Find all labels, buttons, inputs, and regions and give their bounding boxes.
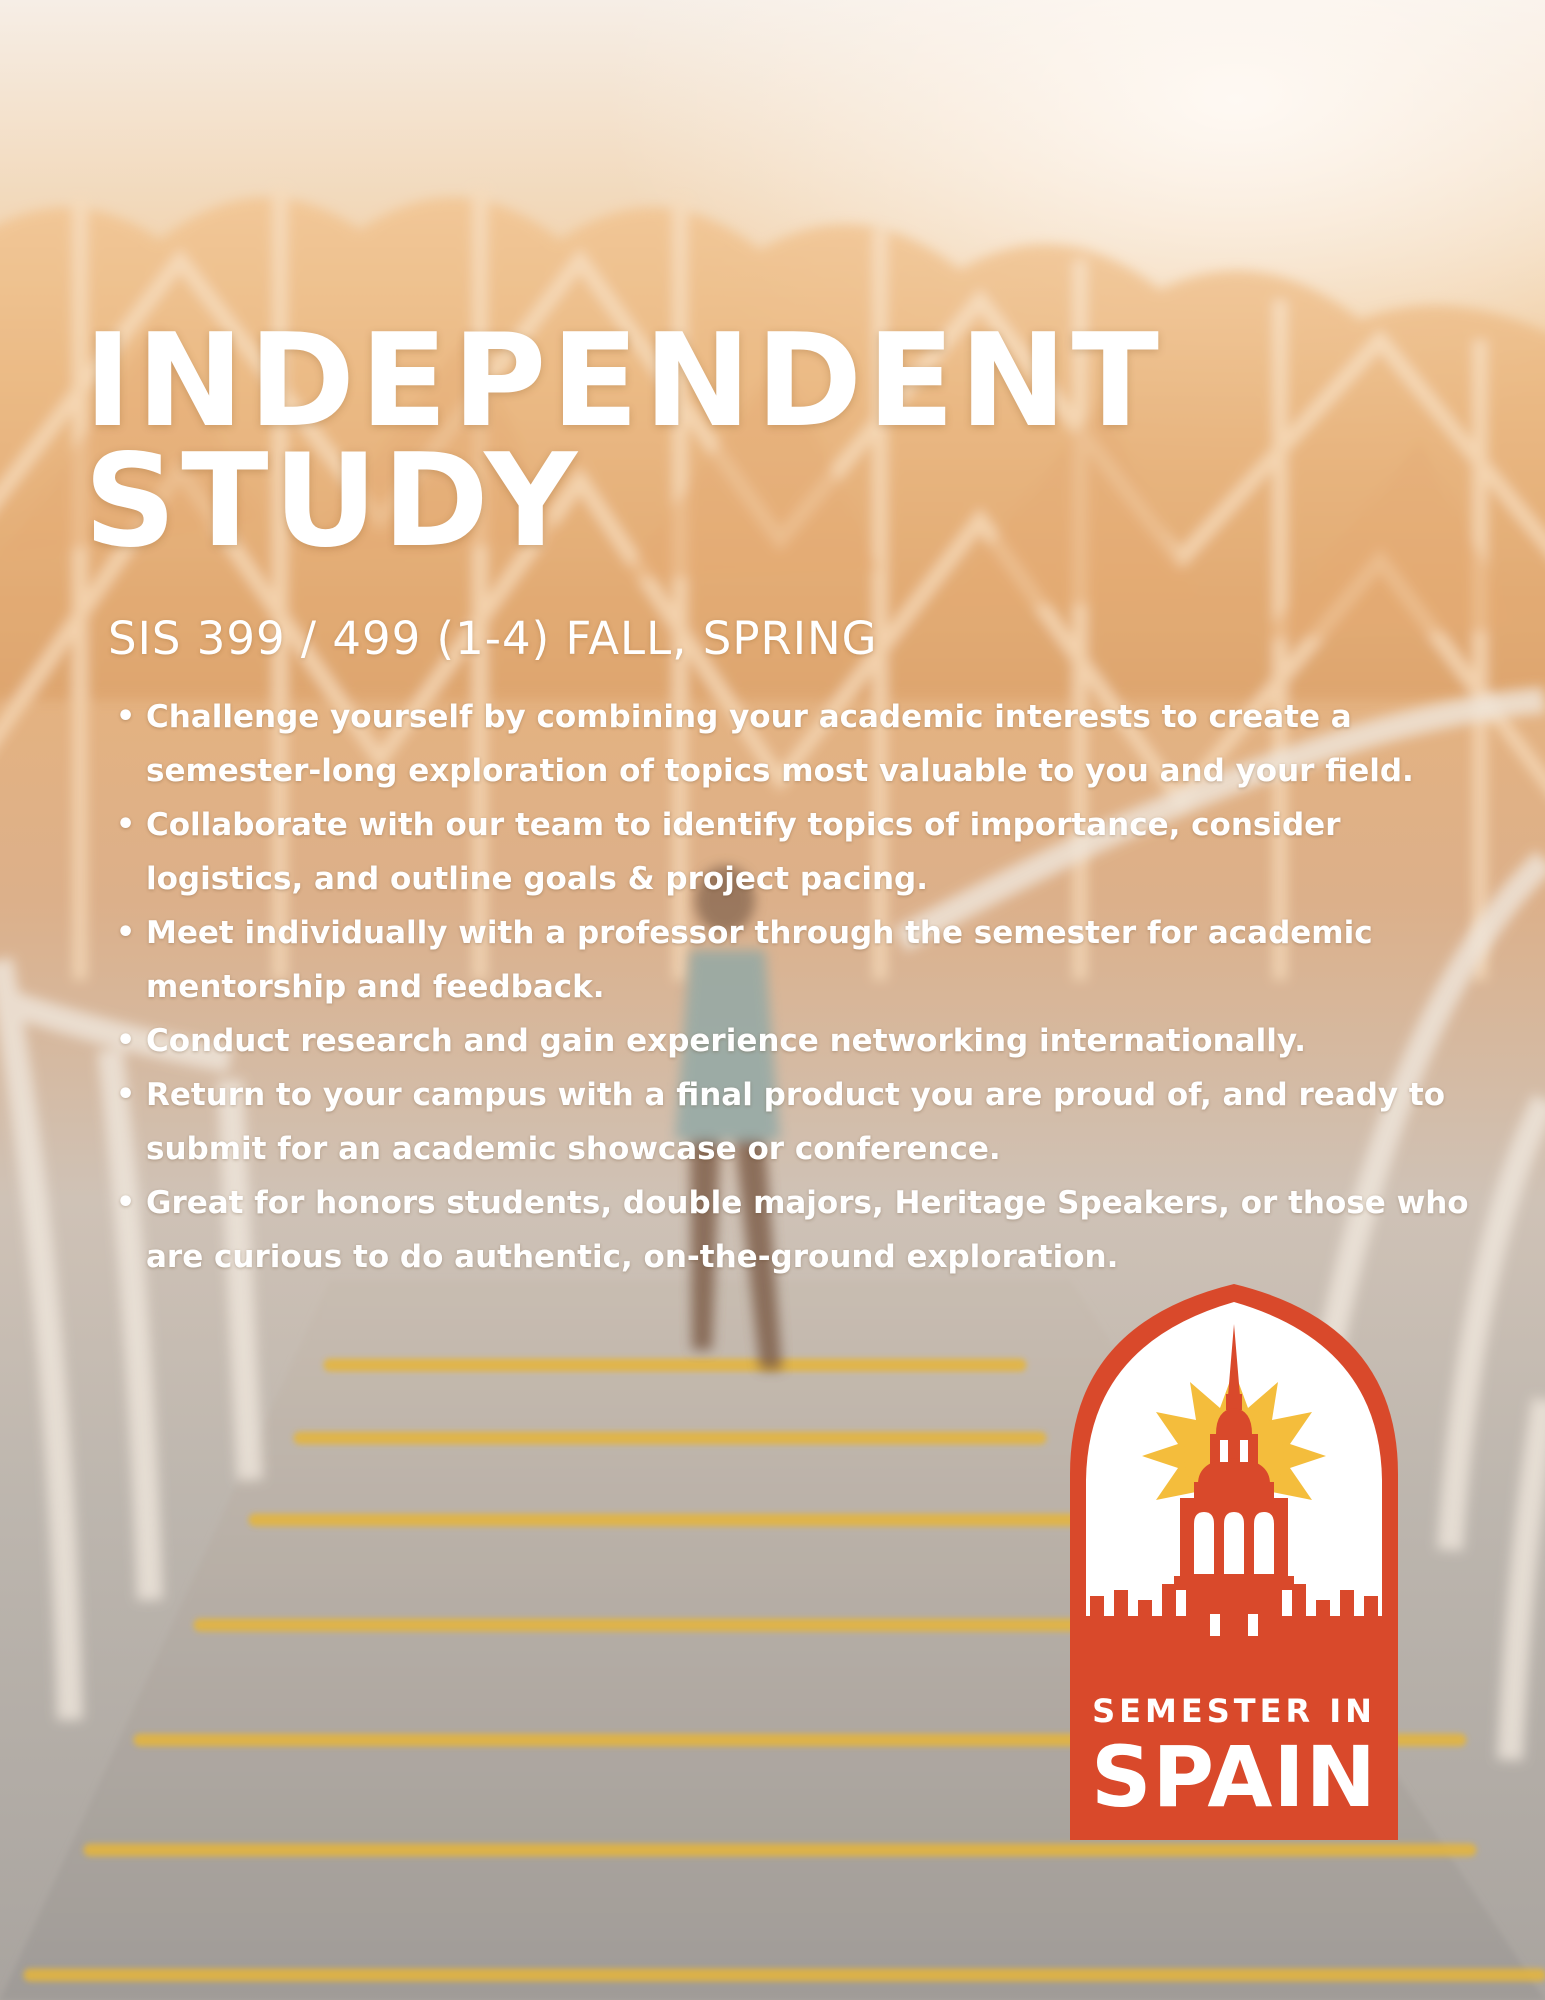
- logo-text-spain: SPAIN: [1091, 1728, 1377, 1826]
- title-line-2: STUDY: [84, 427, 583, 576]
- list-item: • Great for honors students, double majors, Heritage Speakers, or those who are curious to do authentic, on-the-ground exploration.: [112, 1176, 1492, 1284]
- feature-list: [112, 690, 1492, 1284]
- list-item: • Conduct research and gain experience networking internationally.: [112, 1014, 1492, 1068]
- title-line-1: INDEPENDENT: [84, 307, 1164, 456]
- list-item: • Meet individually with a professor through the semester for academic mentorship and feedback.: [112, 906, 1492, 1014]
- course-code: SIS 399 / 499 (1-4) FALL, SPRING: [108, 612, 878, 665]
- semester-in-spain-logo: [1070, 1284, 1398, 1840]
- list-item: • Collaborate with our team to identify topics of importance, consider logistics, and outline goals & project pacing.: [112, 798, 1492, 906]
- logo-text-semester-in: SEMESTER IN: [1092, 1692, 1376, 1730]
- list-item: • Challenge yourself by combining your academic interests to create a semester-long exploration of topics most valuable to you and your field.: [112, 690, 1492, 798]
- list-item: • Return to your campus with a final product you are proud of, and ready to submit for an academic showcase or conference.: [112, 1068, 1492, 1176]
- page-title: [84, 307, 1164, 576]
